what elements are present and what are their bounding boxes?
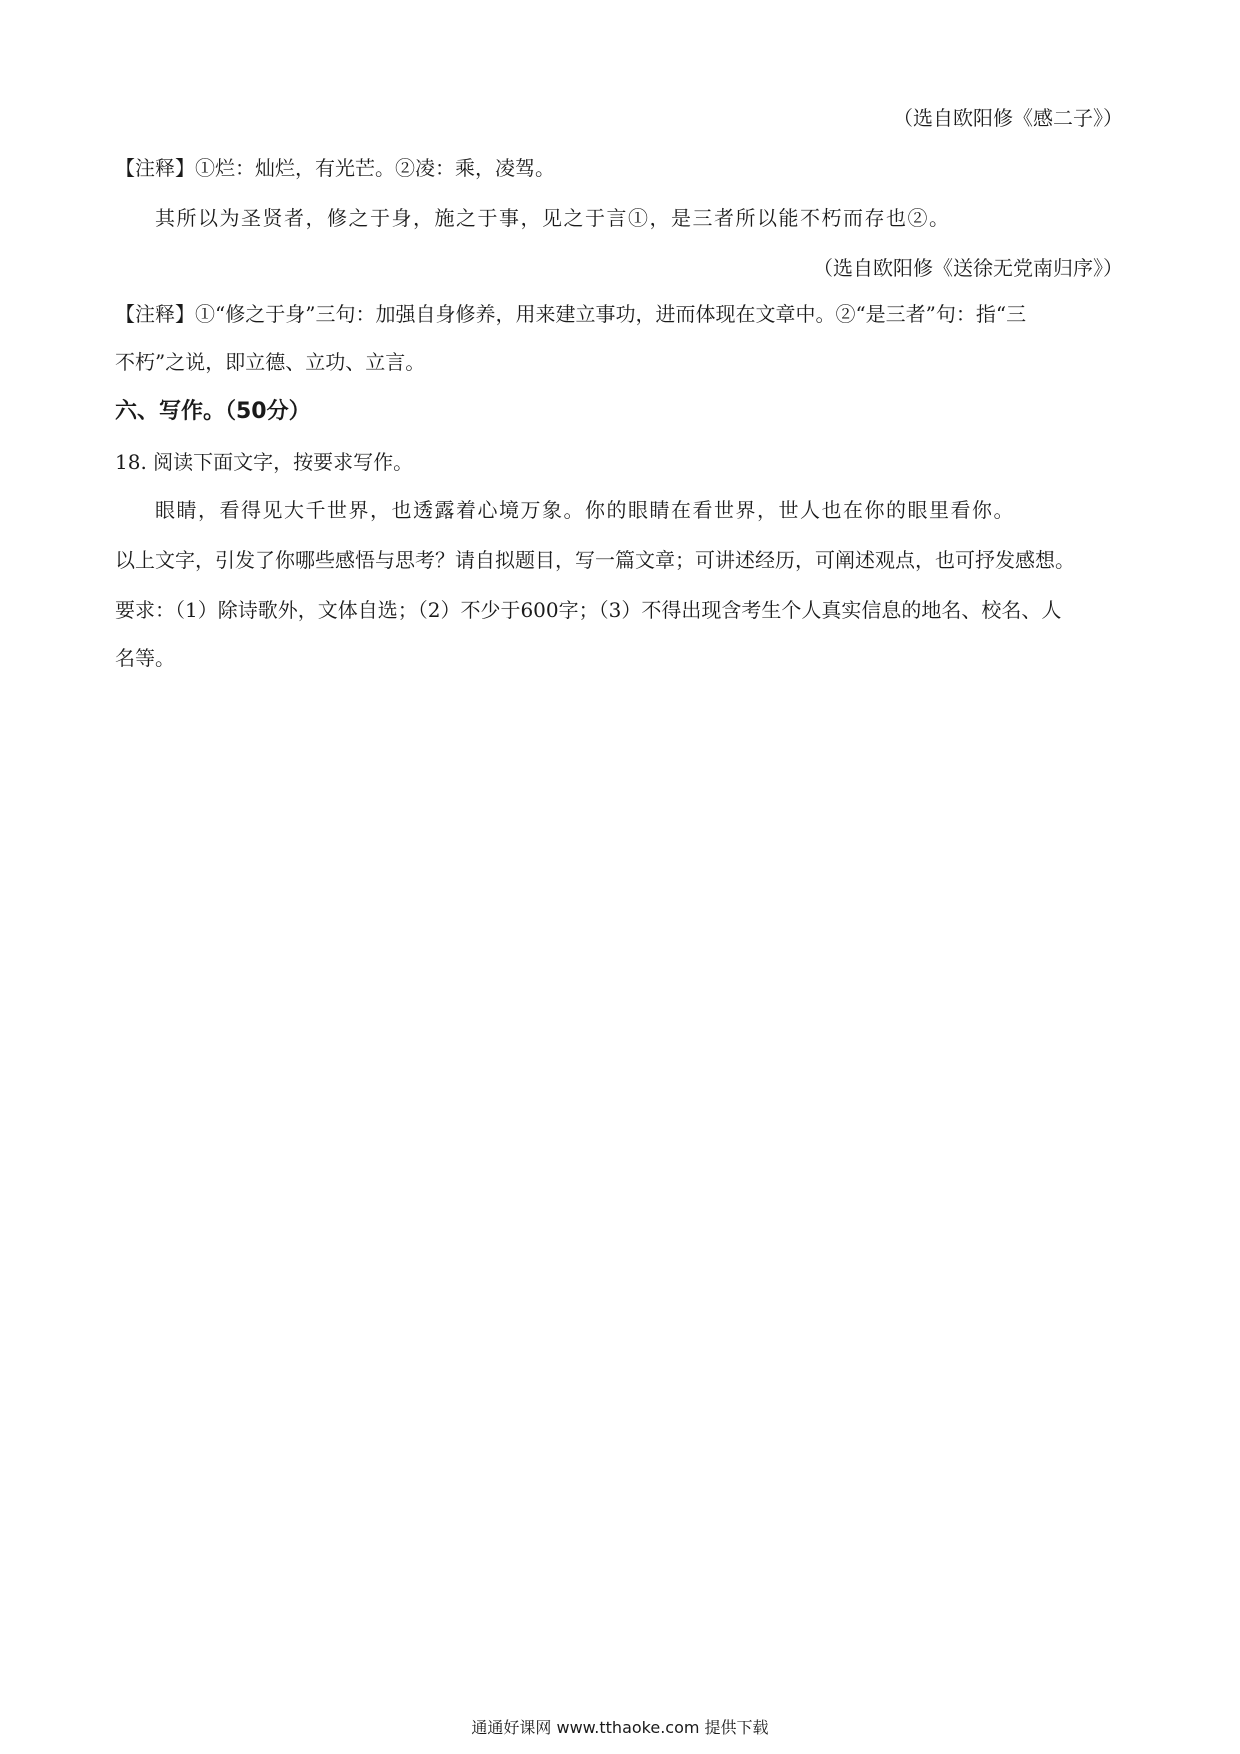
passage2-source: （选自欧阳修《送徐无党南归序》） bbox=[813, 256, 1123, 280]
page-footer: 通通好课网 www.tthaoke.com 提供下载 bbox=[471, 1718, 769, 1737]
passage1-note: 【注释】①烂：灿烂，有光芒。②凌：乘，凌驾。 bbox=[115, 156, 555, 180]
writing-quote: 眼睛，看得见大千世界，也透露着心境万象。你的眼睛在看世界，世人也在你的眼里看你。 bbox=[155, 498, 1015, 522]
question-18: 18. 阅读下面文字，按要求写作。 bbox=[115, 450, 414, 474]
requirements-line2: 名等。 bbox=[115, 646, 175, 670]
section-heading: 六、写作。（50分） bbox=[115, 399, 311, 424]
passage1-source: （选自欧阳修《感二子》） bbox=[893, 106, 1123, 130]
passage2-note-line2: 不朽”之说，即立德、立功、立言。 bbox=[115, 350, 426, 374]
passage2-note-line1: 【注释】①“修之于身”三句：加强自身修养，用来建立事功，进而体现在文章中。②“是三者”句：指“三 bbox=[115, 302, 1027, 326]
writing-prompt: 以上文字，引发了你哪些感悟与思考？请自拟题目，写一篇文章；可讲述经历，可阐述观点，也可抒发感想。 bbox=[115, 548, 1075, 572]
requirements-line1: 要求：（1）除诗歌外，文体自选；（2）不少于600字；（3）不得出现含考生个人真实信息的地名、校名、人 bbox=[115, 598, 1062, 622]
passage2-text: 其所以为圣贤者，修之于身，施之于事，见之于言①，是三者所以能不朽而存也②。 bbox=[155, 206, 951, 230]
